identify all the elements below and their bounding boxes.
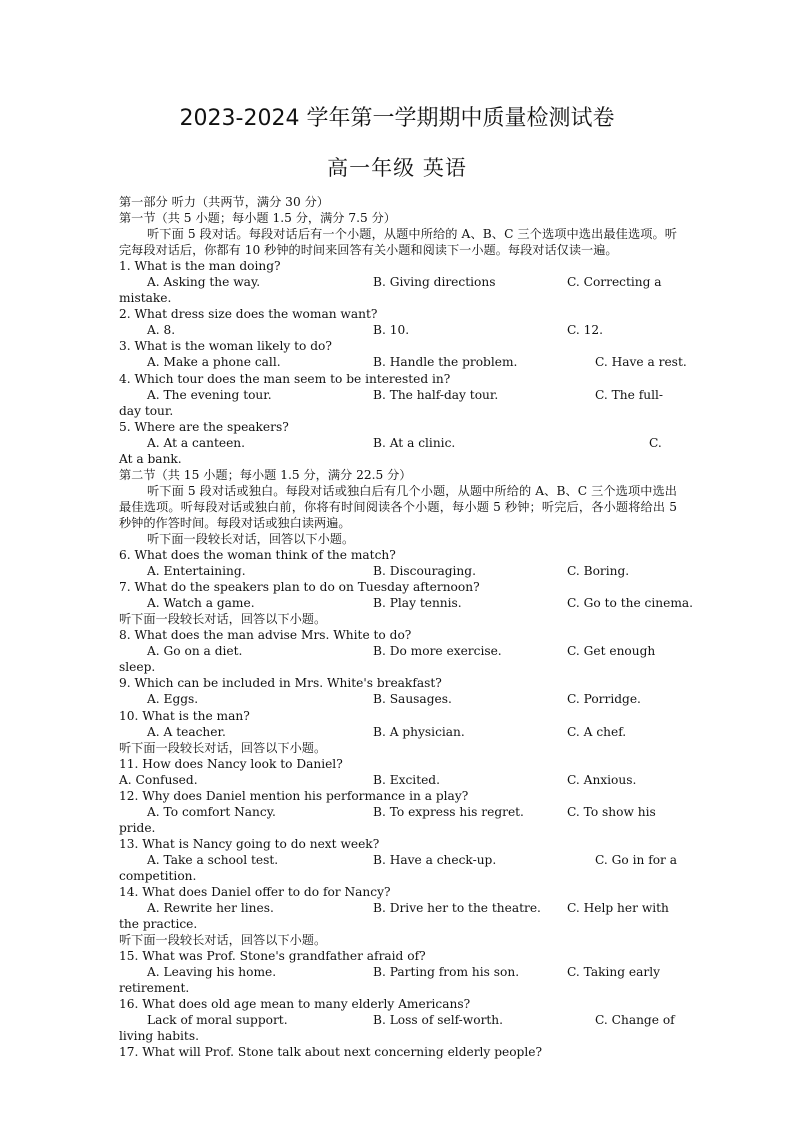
long-dialog-note: 听下面一段较长对话，回答以下小题。 xyxy=(119,612,327,627)
option-a: A. A teacher. xyxy=(147,724,226,739)
options-16 xyxy=(119,1012,677,1028)
option-b: B. Giving directions xyxy=(373,275,496,290)
question-16: 16. What does old age mean to many elderly Americans? xyxy=(119,997,471,1012)
option-c: C. Boring. xyxy=(567,564,630,579)
option-c-continuation: day tour. xyxy=(119,403,174,418)
exam-content xyxy=(119,194,694,1061)
options-1 xyxy=(119,274,677,290)
option-b: B. Do more exercise. xyxy=(373,644,502,659)
option-a: A. Make a phone call. xyxy=(147,355,281,370)
question-10: 10. What is the man? xyxy=(119,708,250,723)
option-a: A. To comfort Nancy. xyxy=(147,804,276,819)
option-b: B. At a clinic. xyxy=(373,435,456,450)
option-c: C. Help her with xyxy=(567,901,669,916)
options-6 xyxy=(119,563,677,579)
question-15: 15. What was Prof. Stone's grandfather afraid of? xyxy=(119,949,426,964)
question-4: 4. Which tour does the man seem to be interested in? xyxy=(119,371,451,386)
question-13: 13. What is Nancy going to do next week? xyxy=(119,836,380,851)
options-13 xyxy=(119,852,677,868)
option-b: B. Parting from his son. xyxy=(373,965,520,980)
option-b: B. Have a check-up. xyxy=(373,852,497,867)
option-c: C. A chef. xyxy=(567,724,627,739)
option-b: B. Drive her to the theatre. xyxy=(373,901,541,916)
option-b: B. Loss of self-worth. xyxy=(373,1013,504,1028)
section1-instructions: 听下面 5 段对话。每段对话后有一个小题，从题中所给的 A、B、C 三个选项中选出最佳选项。听完每段对话后，你都有 10 秒钟的时间来回答有关小题和阅读下一小题。每段对话仅读一遍。 xyxy=(119,227,677,258)
option-b: B. Discouraging. xyxy=(373,564,476,579)
option-c-continuation: the practice. xyxy=(119,917,198,932)
option-b: B. Handle the problem. xyxy=(373,355,518,370)
question-12: 12. Why does Daniel mention his performance in a play? xyxy=(119,788,469,803)
option-c: C. Porridge. xyxy=(567,692,641,707)
option-a: Lack of moral support. xyxy=(147,1013,288,1028)
long-dialog-note: 听下面一段较长对话，回答以下小题。 xyxy=(119,740,327,755)
option-c: C. Go to the cinema. xyxy=(567,596,694,611)
option-b: B. A physician. xyxy=(373,724,465,739)
option-c: C. Correcting a xyxy=(567,275,662,290)
option-a: A. Leaving his home. xyxy=(147,965,277,980)
option-b: B. Sausages. xyxy=(373,692,452,707)
option-c-continuation: mistake. xyxy=(119,291,172,306)
option-b: B. The half-day tour. xyxy=(373,387,499,402)
options-3 xyxy=(119,354,687,370)
option-a: A. Asking the way. xyxy=(147,275,261,290)
section2-title: 第二节（共 15 小题；每小题 1.5 分，满分 22.5 分） xyxy=(119,467,412,482)
option-c: C. The full- xyxy=(595,387,663,402)
option-a: A. Rewrite her lines. xyxy=(147,901,274,916)
option-c-continuation: sleep. xyxy=(119,660,156,675)
question-6: 6. What does the woman think of the match? xyxy=(119,548,396,563)
option-b: B. To express his regret. xyxy=(373,804,524,819)
long-dialog-note: 听下面一段较长对话，回答以下小题。 xyxy=(147,531,355,546)
options-5 xyxy=(119,435,677,451)
option-a: A. Take a school test. xyxy=(147,852,279,867)
option-c: C. Taking early xyxy=(567,965,660,980)
option-a: A. Watch a game. xyxy=(147,596,255,611)
long-dialog-note: 听下面一段较长对话，回答以下小题。 xyxy=(119,933,327,948)
section1-title: 第一节（共 5 小题；每小题 1.5 分，满分 7.5 分） xyxy=(119,211,396,226)
option-c: C. Have a rest. xyxy=(595,355,687,370)
question-17: 17. What will Prof. Stone talk about next concerning elderly people? xyxy=(119,1045,542,1060)
option-c: C. xyxy=(649,435,662,450)
option-a: A. Confused. xyxy=(119,772,198,787)
option-c: C. To show his xyxy=(567,804,656,819)
option-b: B. Play tennis. xyxy=(373,596,462,611)
question-8: 8. What does the man advise Mrs. White to do? xyxy=(119,628,412,643)
option-c: C. Anxious. xyxy=(567,772,637,787)
option-c: C. Change of xyxy=(595,1013,675,1028)
option-c: C. 12. xyxy=(567,323,604,338)
question-11: 11. How does Nancy look to Daniel? xyxy=(119,756,343,771)
option-c: C. Go in for a xyxy=(595,852,678,867)
question-14: 14. What does Daniel offer to do for Nancy? xyxy=(119,885,391,900)
options-2 xyxy=(119,322,677,338)
option-a: A. Go on a diet. xyxy=(147,644,243,659)
option-c-continuation: At a bank. xyxy=(119,451,182,466)
options-10 xyxy=(119,724,677,740)
options-8 xyxy=(119,643,677,659)
option-c: C. Get enough xyxy=(567,644,656,659)
option-a: A. The evening tour. xyxy=(147,387,272,402)
exam-title: 2023-2024 学年第一学期期中质量检测试卷 xyxy=(179,106,615,131)
option-c-continuation: competition. xyxy=(119,868,197,883)
option-b: B. 10. xyxy=(373,323,410,338)
option-a: A. Entertaining. xyxy=(147,564,246,579)
exam-subtitle: 高一年级 英语 xyxy=(327,156,467,180)
options-4 xyxy=(119,387,677,403)
option-a: A. Eggs. xyxy=(147,692,199,707)
option-b: B. Excited. xyxy=(373,772,440,787)
options-9 xyxy=(119,691,677,707)
section2-instructions: 听下面 5 段对话或独白。每段对话或独白后有几个小题，从题中所给的 A、B、C 三个选项中选出最佳选项。听每段对话或独白前，你将有时间阅读各个小题，每小题 5 秒钟；听完后，各小题将给出 5 秒钟的作答时间。每段对话或独白读两遍。 xyxy=(119,483,677,530)
question-1: 1. What is the man doing? xyxy=(119,259,281,274)
option-a: A. 8. xyxy=(147,323,176,338)
options-12 xyxy=(119,804,677,820)
part1-title: 第一部分 听力（共两节，满分 30 分） xyxy=(119,195,329,209)
question-5: 5. Where are the speakers? xyxy=(119,419,289,434)
option-c-continuation: living habits. xyxy=(119,1029,199,1044)
option-c-continuation: retirement. xyxy=(119,981,190,996)
options-15 xyxy=(119,964,677,980)
question-7: 7. What do the speakers plan to do on Tuesday afternoon? xyxy=(119,580,480,595)
question-3: 3. What is the woman likely to do? xyxy=(119,339,332,354)
option-a: A. At a canteen. xyxy=(147,435,246,450)
option-c-continuation: pride. xyxy=(119,820,156,835)
question-2: 2. What dress size does the woman want? xyxy=(119,307,378,322)
options-7 xyxy=(119,595,694,611)
options-14 xyxy=(119,900,677,916)
question-9: 9. Which can be included in Mrs. White's breakfast? xyxy=(119,676,442,691)
options-11 xyxy=(119,772,677,788)
